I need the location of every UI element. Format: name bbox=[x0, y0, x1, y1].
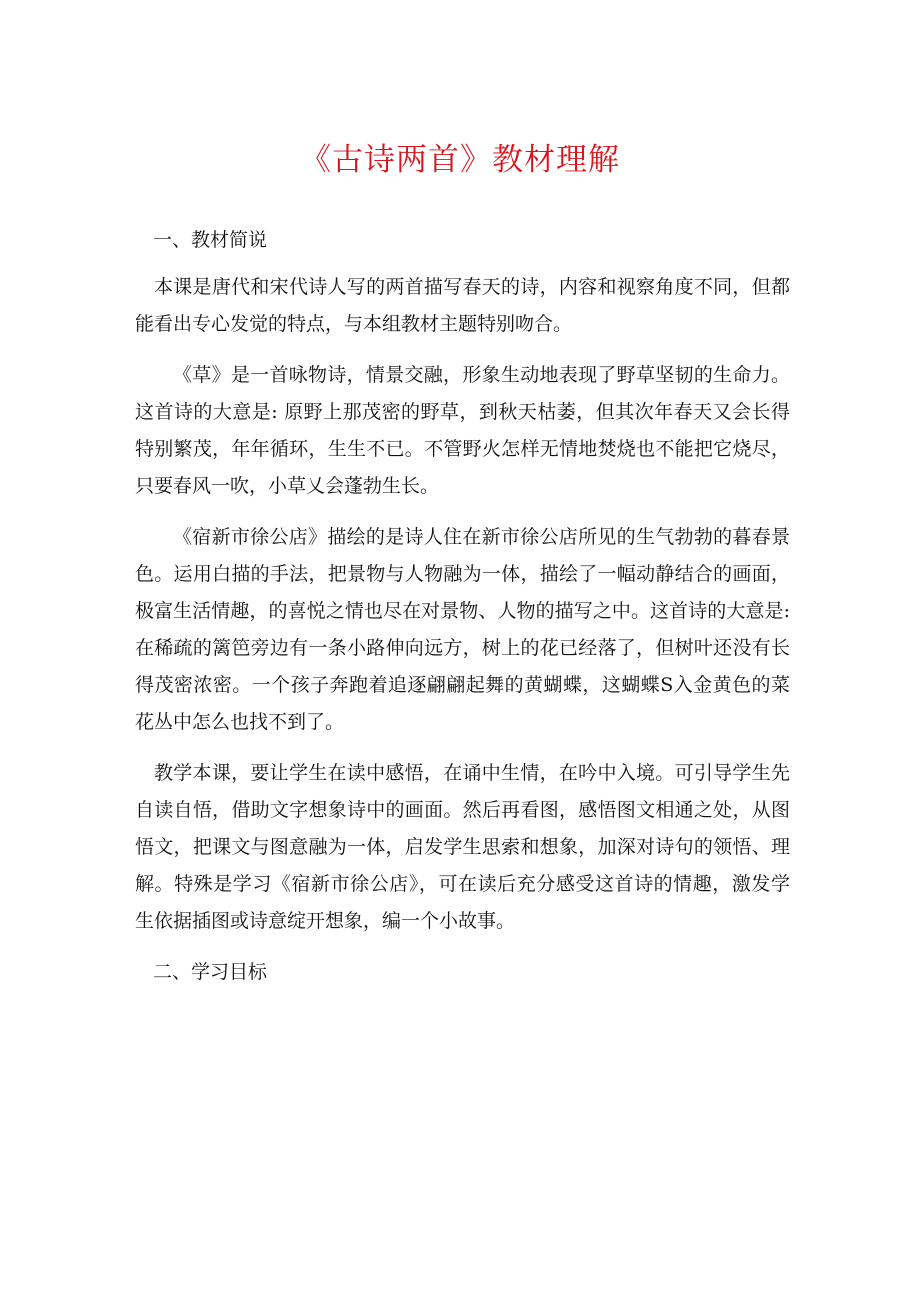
paragraph-teaching: 教学本课，要让学生在读中感悟，在诵中生情，在吟中入境。可引导学生先自读自悟，借助文字想象诗中的画面。然后再看图，感悟图文相通之处，从图悟文，把课文与图意融为一体，启发学生思索和想象，加深对诗句的领悟、理解。特殊是学习《宿新市徐公店》，可在读后充分感受这首诗的情趣，激发学生依据插图或诗意绽开想象，编一个小故事。 bbox=[135, 762, 790, 932]
document-title: 《古诗两首》教材理解 bbox=[300, 142, 620, 178]
paragraph-cao: 《草》是一首咏物诗，情景交融，形象生动地表现了野草坚韧的生命力。这首诗的大意是: 原野上那茂密的野草，到秋天枯萎，但其次年春天又会长得特别繁茂，年年循环，生生不已。不管野火怎样无情地焚烧也不能把它烧尽，只要春风一吹，小草乂会蓬勃生长。 bbox=[135, 364, 790, 497]
paragraph-intro: 本课是唐代和宋代诗人写的两首描写春天的诗，内容和视察角度不同，但都能看出专心发觉的特点，与本组教材主题特别吻合。 bbox=[135, 276, 790, 335]
section-heading-1: 一、教材简说 bbox=[153, 229, 268, 251]
document-body bbox=[135, 222, 790, 991]
section-heading-2: 二、学习目标 bbox=[153, 961, 268, 983]
paragraph-xinshi: 《宿新市徐公店》描绘的是诗人住在新市徐公店所见的生气勃勃的暮春景色。运用白描的手法，把景物与人物融为一体，描绘了一幅动静结合的画面，极富生活情趣，的喜悦之情也尽在对景物、人物的描写之中。这首诗的大意是: 在稀疏的篱笆旁边有一条小路伸向远方，树上的花已经落了，但树叶还没有长得茂密浓密。一个孩子奔跑着追逐翩翩起舞的黄蝴蝶，这蝴蝶S入金黄色的菜花丛中怎么也找不到了。 bbox=[135, 526, 790, 733]
